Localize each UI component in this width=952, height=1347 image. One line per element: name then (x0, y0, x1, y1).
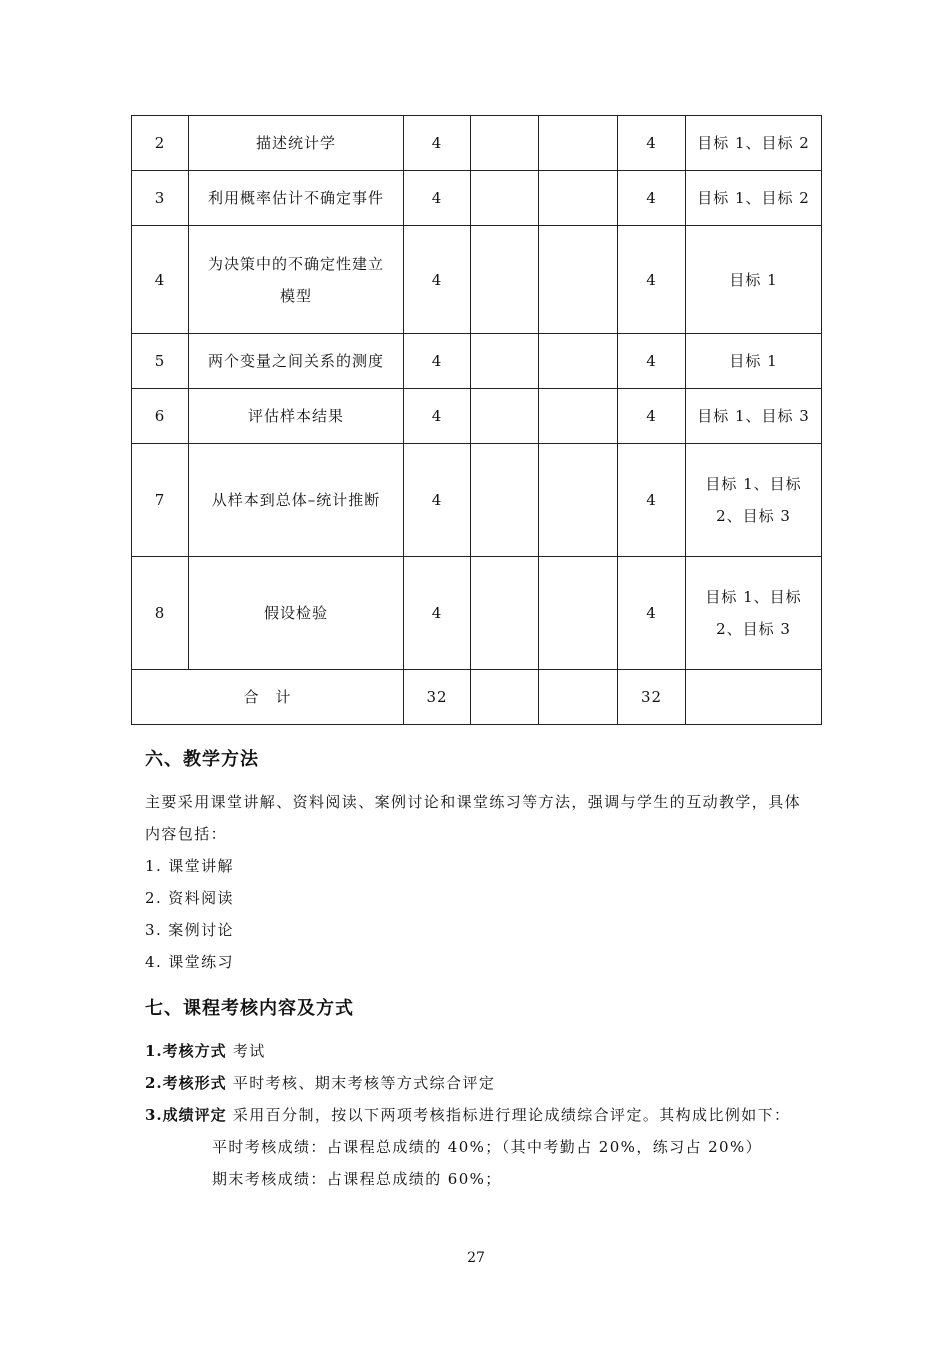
row-number: 4 (132, 226, 189, 334)
row-goal: 目标 1、目标 2、目标 3 (686, 557, 822, 670)
row-hours (539, 557, 618, 670)
row-goal: 目标 1、目标 2、目标 3 (686, 444, 822, 557)
assessment-method-value: 考试 (232, 1042, 266, 1060)
row-hours (539, 226, 618, 334)
assessment-grade-value: 采用百分制，按以下两项考核指标进行理论成绩综合评定。其构成比例如下： (232, 1106, 791, 1124)
row-hours: 4 (404, 444, 471, 557)
row-topic: 描述统计学 (189, 116, 404, 171)
total-hours (539, 670, 618, 725)
row-topic: 为决策中的不确定性建立模型 (189, 226, 404, 334)
section-heading-assessment: 七、课程考核内容及方式 (145, 998, 354, 1019)
row-hours (539, 389, 618, 444)
table-total-row (132, 670, 822, 725)
row-hours (471, 334, 539, 389)
row-goal: 目标 1 (686, 226, 822, 334)
total-hours (471, 670, 539, 725)
list-item: 2. 资料阅读 (145, 889, 234, 907)
row-hours: 4 (404, 557, 471, 670)
row-number: 5 (132, 334, 189, 389)
row-hours: 4 (404, 171, 471, 226)
row-number: 3 (132, 171, 189, 226)
table-row (132, 226, 822, 334)
row-topic: 两个变量之间关系的测度 (189, 334, 404, 389)
row-number: 6 (132, 389, 189, 444)
assessment-form-value: 平时考核、期末考核等方式综合评定 (232, 1074, 496, 1092)
row-goal: 目标 1、目标 2 (686, 116, 822, 171)
row-hours-total: 4 (618, 226, 686, 334)
assessment-method-label: 1.考核方式 (145, 1042, 227, 1060)
section-heading-teaching-methods: 六、教学方法 (145, 749, 259, 770)
row-number: 8 (132, 557, 189, 670)
hours-table (131, 115, 822, 725)
row-hours: 4 (404, 116, 471, 171)
row-hours (471, 389, 539, 444)
table-row (132, 389, 822, 444)
page-number: 27 (467, 1250, 485, 1266)
row-hours (471, 444, 539, 557)
row-hours (539, 171, 618, 226)
table-row (132, 334, 822, 389)
assessment-grade (145, 1099, 790, 1131)
table-row (132, 444, 822, 557)
row-hours-total: 4 (618, 444, 686, 557)
list-item: 1. 课堂讲解 (145, 857, 234, 875)
table-row (132, 116, 822, 171)
row-hours (539, 444, 618, 557)
teaching-methods-intro: 主要采用课堂讲解、资料阅读、案例讨论和课堂练习等方法，强调与学生的互动教学，具体内容包括： (145, 793, 802, 843)
row-goal: 目标 1、目标 3 (686, 389, 822, 444)
row-goal: 目标 1、目标 2 (686, 171, 822, 226)
total-hours: 32 (404, 670, 471, 725)
row-topic: 假设检验 (189, 557, 404, 670)
row-hours (471, 171, 539, 226)
row-hours: 4 (404, 226, 471, 334)
row-hours: 4 (404, 334, 471, 389)
row-hours-total: 4 (618, 334, 686, 389)
row-topic: 评估样本结果 (189, 389, 404, 444)
row-topic: 利用概率估计不确定事件 (189, 171, 404, 226)
total-label: 合 计 (132, 670, 404, 725)
row-hours: 4 (404, 389, 471, 444)
total-goal (686, 670, 822, 725)
row-hours-total: 4 (618, 389, 686, 444)
row-hours-total: 4 (618, 171, 686, 226)
row-number: 2 (132, 116, 189, 171)
assessment-grade-label: 3.成绩评定 (145, 1106, 227, 1124)
table-row (132, 171, 822, 226)
grade-final: 期末考核成绩：占课程总成绩的 60%； (212, 1170, 502, 1188)
row-number: 7 (132, 444, 189, 557)
row-hours (471, 116, 539, 171)
row-hours-total: 4 (618, 557, 686, 670)
assessment-form (145, 1067, 495, 1099)
row-hours (471, 226, 539, 334)
row-hours (539, 116, 618, 171)
list-item: 3. 案例讨论 (145, 921, 234, 939)
row-goal: 目标 1 (686, 334, 822, 389)
assessment-form-label: 2.考核形式 (145, 1074, 227, 1092)
row-hours (471, 557, 539, 670)
grade-usual: 平时考核成绩：占课程总成绩的 40%；（其中考勤占 20%，练习占 20%） (212, 1138, 763, 1156)
row-topic: 从样本到总体–统计推断 (189, 444, 404, 557)
list-item: 4. 课堂练习 (145, 953, 234, 971)
assessment-method (145, 1035, 266, 1067)
row-hours (539, 334, 618, 389)
row-hours-total: 4 (618, 116, 686, 171)
total-hours-sum: 32 (618, 670, 686, 725)
table-row (132, 557, 822, 670)
